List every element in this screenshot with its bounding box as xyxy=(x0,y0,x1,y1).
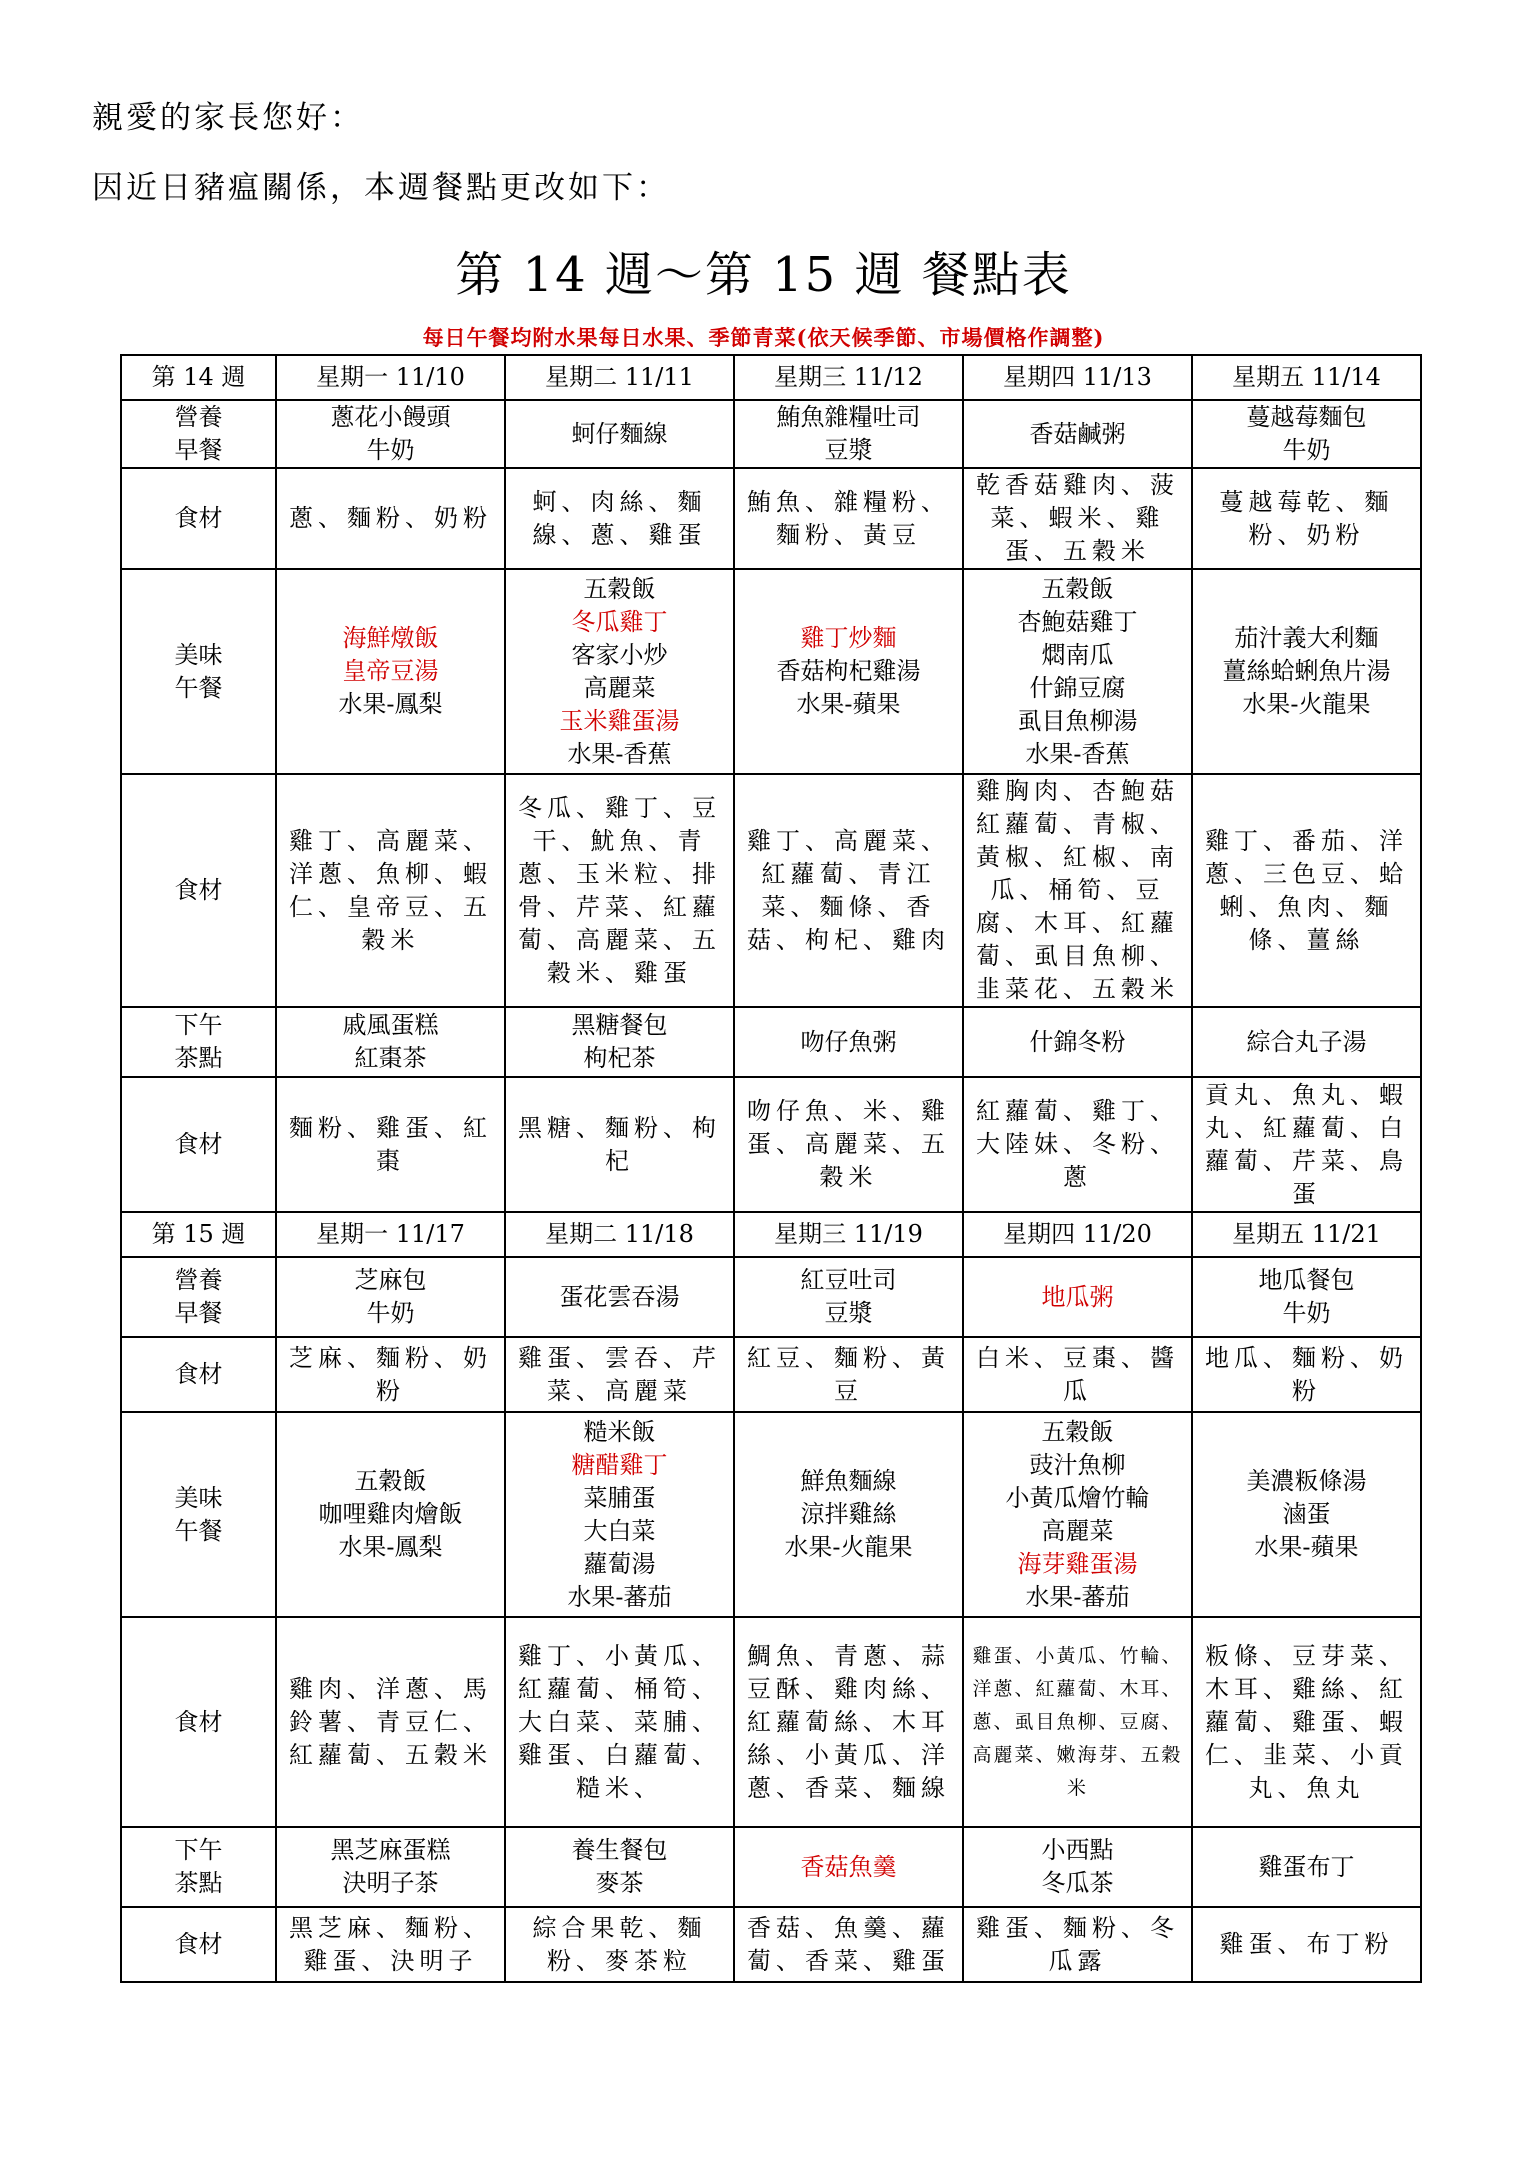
table-row xyxy=(121,468,1421,569)
snack-label xyxy=(121,1007,276,1077)
lunch-item: 大白菜 xyxy=(583,1516,656,1545)
breakfast-item-cell xyxy=(276,400,505,468)
lunch-item-cell xyxy=(734,569,963,774)
snack-item-cell xyxy=(276,1827,505,1907)
ingredient-text: 黑芝麻、麵粉、雞蛋、決明子 xyxy=(276,1907,505,1982)
snack-item: 冬瓜茶 xyxy=(1041,1869,1114,1897)
breakfast-item-cell xyxy=(734,400,963,468)
row-label-line: 營養 xyxy=(174,403,223,431)
meal-table xyxy=(120,354,1422,1983)
lunch-item: 水果-蘋果 xyxy=(796,690,901,718)
ingredient-text: 吻仔魚、米、雞蛋、高麗菜、五穀米 xyxy=(734,1077,963,1212)
row-label-line: 茶點 xyxy=(174,1869,223,1897)
day-header: 星期三 11/12 xyxy=(734,355,963,400)
table-row xyxy=(121,1077,1421,1212)
snack-item-cell xyxy=(276,1007,505,1077)
lunch-item: 海芽雞蛋湯 xyxy=(1017,1549,1138,1578)
snack-item-cell xyxy=(963,1827,1192,1907)
lunch-item: 咖哩雞肉燴飯 xyxy=(318,1500,463,1528)
lunch-label xyxy=(121,1412,276,1617)
ingredient-text: 地瓜、麵粉、奶粉 xyxy=(1192,1337,1421,1412)
ingredients-label: 食材 xyxy=(121,774,276,1007)
day-header: 星期三 11/19 xyxy=(734,1212,963,1257)
lunch-item: 水果-香蕉 xyxy=(567,739,672,768)
lunch-item: 薑絲蛤蜊魚片湯 xyxy=(1222,657,1391,685)
greeting-line-2: 因近日豬瘟關係，本週餐點更改如下： xyxy=(92,170,670,206)
snack-item: 戚風蛋糕 xyxy=(342,1011,439,1039)
lunch-item: 水果-香蕉 xyxy=(1025,739,1130,768)
ingredient-text: 雞丁、小黃瓜、紅蘿蔔、桶筍、大白菜、菜脯、雞蛋、白蘿蔔、糙米、 xyxy=(505,1617,734,1827)
snack-item: 吻仔魚粥 xyxy=(800,1027,897,1056)
ingredient-text: 雞蛋、布丁粉 xyxy=(1192,1907,1421,1982)
breakfast-item-cell xyxy=(505,1257,734,1337)
row-label-line: 午餐 xyxy=(174,673,223,702)
lunch-item: 涼拌雞絲 xyxy=(800,1500,897,1528)
ingredients-label: 食材 xyxy=(121,1617,276,1827)
lunch-item-cell xyxy=(276,1412,505,1617)
ingredient-text: 雞肉、洋蔥、馬鈴薯、青豆仁、紅蘿蔔、五穀米 xyxy=(276,1617,505,1827)
breakfast-item: 鮪魚雜糧吐司 xyxy=(776,403,921,431)
week-label: 第 14 週 xyxy=(121,355,276,400)
lunch-item-cell xyxy=(1192,1412,1421,1617)
snack-item: 雞蛋布丁 xyxy=(1258,1852,1355,1881)
breakfast-item: 蛋花雲吞湯 xyxy=(559,1282,680,1311)
row-label-line: 茶點 xyxy=(174,1044,223,1072)
ingredient-text: 雞蛋、麵粉、冬瓜露 xyxy=(963,1907,1192,1982)
ingredients-label: 食材 xyxy=(121,1077,276,1212)
lunch-item: 水果-火龍果 xyxy=(784,1533,913,1561)
breakfast-item: 豆漿 xyxy=(824,436,873,464)
lunch-item-cell xyxy=(734,1412,963,1617)
snack-item: 麥茶 xyxy=(595,1869,644,1897)
table-row xyxy=(121,1907,1421,1982)
lunch-item: 客家小炒 xyxy=(571,640,668,669)
lunch-item: 五穀飯 xyxy=(1041,1417,1114,1446)
ingredients-label: 食材 xyxy=(121,1337,276,1412)
lunch-item: 滷蛋 xyxy=(1282,1500,1331,1528)
day-header: 星期二 11/18 xyxy=(505,1212,734,1257)
lunch-item: 杏鮑菇雞丁 xyxy=(1017,607,1138,636)
lunch-item: 五穀飯 xyxy=(1041,574,1114,603)
ingredient-text: 鮪魚、雜糧粉、麵粉、黃豆 xyxy=(734,468,963,569)
breakfast-item: 紅豆吐司 xyxy=(800,1266,897,1294)
lunch-item: 菜脯蛋 xyxy=(583,1483,656,1512)
lunch-item: 美濃粄條湯 xyxy=(1246,1467,1367,1495)
lunch-item: 虱目魚柳湯 xyxy=(1017,706,1138,735)
lunch-label xyxy=(121,569,276,774)
day-header: 星期五 11/21 xyxy=(1192,1212,1421,1257)
lunch-item: 高麗菜 xyxy=(1041,1516,1114,1545)
page-title: 第 14 週～第 15 週 餐點表 xyxy=(455,247,1072,303)
snack-item-cell xyxy=(734,1827,963,1907)
breakfast-item-cell xyxy=(963,400,1192,468)
breakfast-item: 蔥花小饅頭 xyxy=(330,403,451,431)
breakfast-item: 地瓜餐包 xyxy=(1258,1266,1355,1294)
breakfast-item: 牛奶 xyxy=(366,1299,415,1327)
ingredient-text: 冬瓜、雞丁、豆干、魷魚、青蔥、玉米粒、排骨、芹菜、紅蘿蔔、高麗菜、五穀米、雞蛋 xyxy=(505,774,734,1007)
lunch-item: 高麗菜 xyxy=(583,673,656,702)
greeting-line-1: 親愛的家長您好： xyxy=(92,100,364,136)
lunch-item: 糙米飯 xyxy=(583,1417,656,1446)
lunch-item: 香菇枸杞雞湯 xyxy=(776,657,921,685)
lunch-item-cell xyxy=(505,1412,734,1617)
lunch-item: 糖醋雞丁 xyxy=(571,1450,668,1479)
table-row xyxy=(121,400,1421,468)
table-row xyxy=(121,774,1421,1007)
ingredient-text: 雞丁、高麗菜、紅蘿蔔、青江菜、麵條、香菇、枸杞、雞肉 xyxy=(734,774,963,1007)
breakfast-item-cell xyxy=(1192,400,1421,468)
ingredient-text: 雞胸肉、杏鮑菇紅蘿蔔、青椒、黃椒、紅椒、南瓜、桶筍、豆腐、木耳、紅蘿蔔、虱目魚柳、韭菜花、五穀米 xyxy=(963,774,1192,1007)
table-row xyxy=(121,1827,1421,1907)
lunch-item: 冬瓜雞丁 xyxy=(571,607,668,636)
ingredient-text: 雞丁、高麗菜、洋蔥、魚柳、蝦仁、皇帝豆、五穀米 xyxy=(276,774,505,1007)
snack-item-cell xyxy=(505,1827,734,1907)
week-label: 第 15 週 xyxy=(121,1212,276,1257)
ingredient-text: 芝麻、麵粉、奶粉 xyxy=(276,1337,505,1412)
lunch-item: 小黃瓜燴竹輪 xyxy=(1005,1483,1150,1512)
lunch-item: 水果-火龍果 xyxy=(1242,690,1371,718)
ingredients-label: 食材 xyxy=(121,1907,276,1982)
lunch-item-cell xyxy=(1192,569,1421,774)
ingredient-text: 綜合果乾、麵粉、麥茶粒 xyxy=(505,1907,734,1982)
row-label-line: 早餐 xyxy=(174,1299,223,1327)
table-row xyxy=(121,1412,1421,1617)
breakfast-item: 牛奶 xyxy=(366,436,415,464)
day-header: 星期四 11/13 xyxy=(963,355,1192,400)
row-label-line: 美味 xyxy=(174,1483,223,1512)
lunch-item: 茄汁義大利麵 xyxy=(1234,624,1379,652)
ingredient-text: 蚵、肉絲、麵線、蔥、雞蛋 xyxy=(505,468,734,569)
lunch-item-cell xyxy=(963,1412,1192,1617)
day-header: 星期五 11/14 xyxy=(1192,355,1421,400)
snack-item: 紅棗茶 xyxy=(354,1044,427,1072)
breakfast-item: 豆漿 xyxy=(824,1299,873,1327)
lunch-item-cell xyxy=(276,569,505,774)
breakfast-item-cell xyxy=(963,1257,1192,1337)
breakfast-item: 蚵仔麵線 xyxy=(571,419,668,448)
breakfast-item-cell xyxy=(276,1257,505,1337)
lunch-item: 玉米雞蛋湯 xyxy=(559,706,680,735)
snack-label xyxy=(121,1827,276,1907)
day-header: 星期二 11/11 xyxy=(505,355,734,400)
snack-item: 小西點 xyxy=(1041,1836,1114,1864)
lunch-item: 鮮魚麵線 xyxy=(800,1467,897,1495)
lunch-item: 蘿蔔湯 xyxy=(583,1549,656,1578)
table-row xyxy=(121,1337,1421,1412)
breakfast-item-cell xyxy=(734,1257,963,1337)
table-row xyxy=(121,1257,1421,1337)
ingredient-text: 香菇、魚羹、蘿蔔、香菜、雞蛋 xyxy=(734,1907,963,1982)
lunch-item: 水果-蕃茄 xyxy=(1025,1582,1130,1611)
snack-item-cell xyxy=(734,1007,963,1077)
ingredient-text: 紅蘿蔔、雞丁、大陸妹、冬粉、蔥 xyxy=(963,1077,1192,1212)
lunch-item: 水果-鳳梨 xyxy=(338,1533,443,1561)
lunch-item: 五穀飯 xyxy=(354,1467,427,1495)
snack-item-cell xyxy=(1192,1007,1421,1077)
lunch-item-cell xyxy=(505,569,734,774)
row-label-line: 營養 xyxy=(174,1266,223,1294)
breakfast-item: 牛奶 xyxy=(1282,436,1331,464)
table-row xyxy=(121,355,1421,400)
ingredient-text: 雞蛋、小黃瓜、竹輪、洋蔥、紅蘿蔔、木耳、蔥、虱目魚柳、豆腐、高麗菜、嫩海芽、五穀米 xyxy=(963,1617,1192,1827)
row-label-line: 美味 xyxy=(174,640,223,669)
row-label-line: 下午 xyxy=(174,1011,223,1039)
lunch-item: 水果-鳳梨 xyxy=(338,690,443,718)
lunch-item: 皇帝豆湯 xyxy=(342,657,439,685)
lunch-item: 五穀飯 xyxy=(583,574,656,603)
ingredient-text: 乾香菇雞肉、菠菜、蝦米、雞蛋、五穀米 xyxy=(963,468,1192,569)
breakfast-item-cell xyxy=(505,400,734,468)
row-label-line: 早餐 xyxy=(174,436,223,464)
ingredient-text: 白米、豆棗、醬瓜 xyxy=(963,1337,1192,1412)
snack-item-cell xyxy=(505,1007,734,1077)
ingredient-text: 麵粉、雞蛋、紅棗 xyxy=(276,1077,505,1212)
snack-item: 綜合丸子湯 xyxy=(1246,1027,1367,1056)
ingredient-text: 粄條、豆芽菜、木耳、雞絲、紅蘿蔔、雞蛋、蝦仁、韭菜、小貢丸、魚丸 xyxy=(1192,1617,1421,1827)
snack-item: 枸杞茶 xyxy=(583,1044,656,1072)
lunch-item-cell xyxy=(963,569,1192,774)
lunch-item: 燜南瓜 xyxy=(1041,640,1114,669)
snack-item: 黑糖餐包 xyxy=(571,1011,668,1039)
row-label-line: 午餐 xyxy=(174,1516,223,1545)
table-row xyxy=(121,569,1421,774)
lunch-item: 雞丁炒麵 xyxy=(800,624,897,652)
table-row xyxy=(121,1617,1421,1827)
breakfast-item: 牛奶 xyxy=(1282,1299,1331,1327)
lunch-item: 水果-蘋果 xyxy=(1254,1533,1359,1561)
day-header: 星期一 11/17 xyxy=(276,1212,505,1257)
breakfast-item-cell xyxy=(1192,1257,1421,1337)
snack-item: 黑芝麻蛋糕 xyxy=(330,1836,451,1864)
ingredient-text: 鯛魚、青蔥、蒜豆酥、雞肉絲、紅蘿蔔絲、木耳絲、小黃瓜、洋蔥、香菜、麵線 xyxy=(734,1617,963,1827)
snack-item: 什錦冬粉 xyxy=(1029,1027,1126,1056)
day-header: 星期一 11/10 xyxy=(276,355,505,400)
ingredient-text: 蔓越莓乾、麵粉、奶粉 xyxy=(1192,468,1421,569)
snack-item-cell xyxy=(963,1007,1192,1077)
table-row xyxy=(121,1212,1421,1257)
breakfast-item: 地瓜粥 xyxy=(1041,1282,1114,1311)
row-label-line: 下午 xyxy=(174,1836,223,1864)
ingredient-text: 貢丸、魚丸、蝦丸、紅蘿蔔、白蘿蔔、芹菜、鳥蛋 xyxy=(1192,1077,1421,1212)
breakfast-label xyxy=(121,1257,276,1337)
lunch-item: 水果-蕃茄 xyxy=(567,1582,672,1611)
breakfast-item: 香菇鹹粥 xyxy=(1029,419,1126,448)
ingredient-text: 雞丁、番茄、洋蔥、三色豆、蛤蜊、魚肉、麵條、薑絲 xyxy=(1192,774,1421,1007)
ingredient-text: 蔥、麵粉、奶粉 xyxy=(276,468,505,569)
breakfast-item: 芝麻包 xyxy=(354,1266,427,1294)
breakfast-item: 蔓越莓麵包 xyxy=(1246,403,1367,431)
breakfast-label xyxy=(121,400,276,468)
ingredients-label: 食材 xyxy=(121,468,276,569)
lunch-item: 豉汁魚柳 xyxy=(1029,1450,1126,1479)
day-header: 星期四 11/20 xyxy=(963,1212,1192,1257)
lunch-item: 什錦豆腐 xyxy=(1029,673,1126,702)
snack-item: 香菇魚羹 xyxy=(800,1852,897,1881)
table-row xyxy=(121,1007,1421,1077)
snack-item-cell xyxy=(1192,1827,1421,1907)
ingredient-text: 雞蛋、雲吞、芹菜、高麗菜 xyxy=(505,1337,734,1412)
lunch-note: 每日午餐均附水果每日水果、季節青菜(依天候季節、市場價格作調整) xyxy=(422,325,1105,350)
snack-item: 養生餐包 xyxy=(571,1836,668,1864)
ingredient-text: 紅豆、麵粉、黃豆 xyxy=(734,1337,963,1412)
snack-item: 決明子茶 xyxy=(342,1869,439,1897)
lunch-item: 海鮮燉飯 xyxy=(342,624,439,652)
ingredient-text: 黑糖、麵粉、枸杞 xyxy=(505,1077,734,1212)
